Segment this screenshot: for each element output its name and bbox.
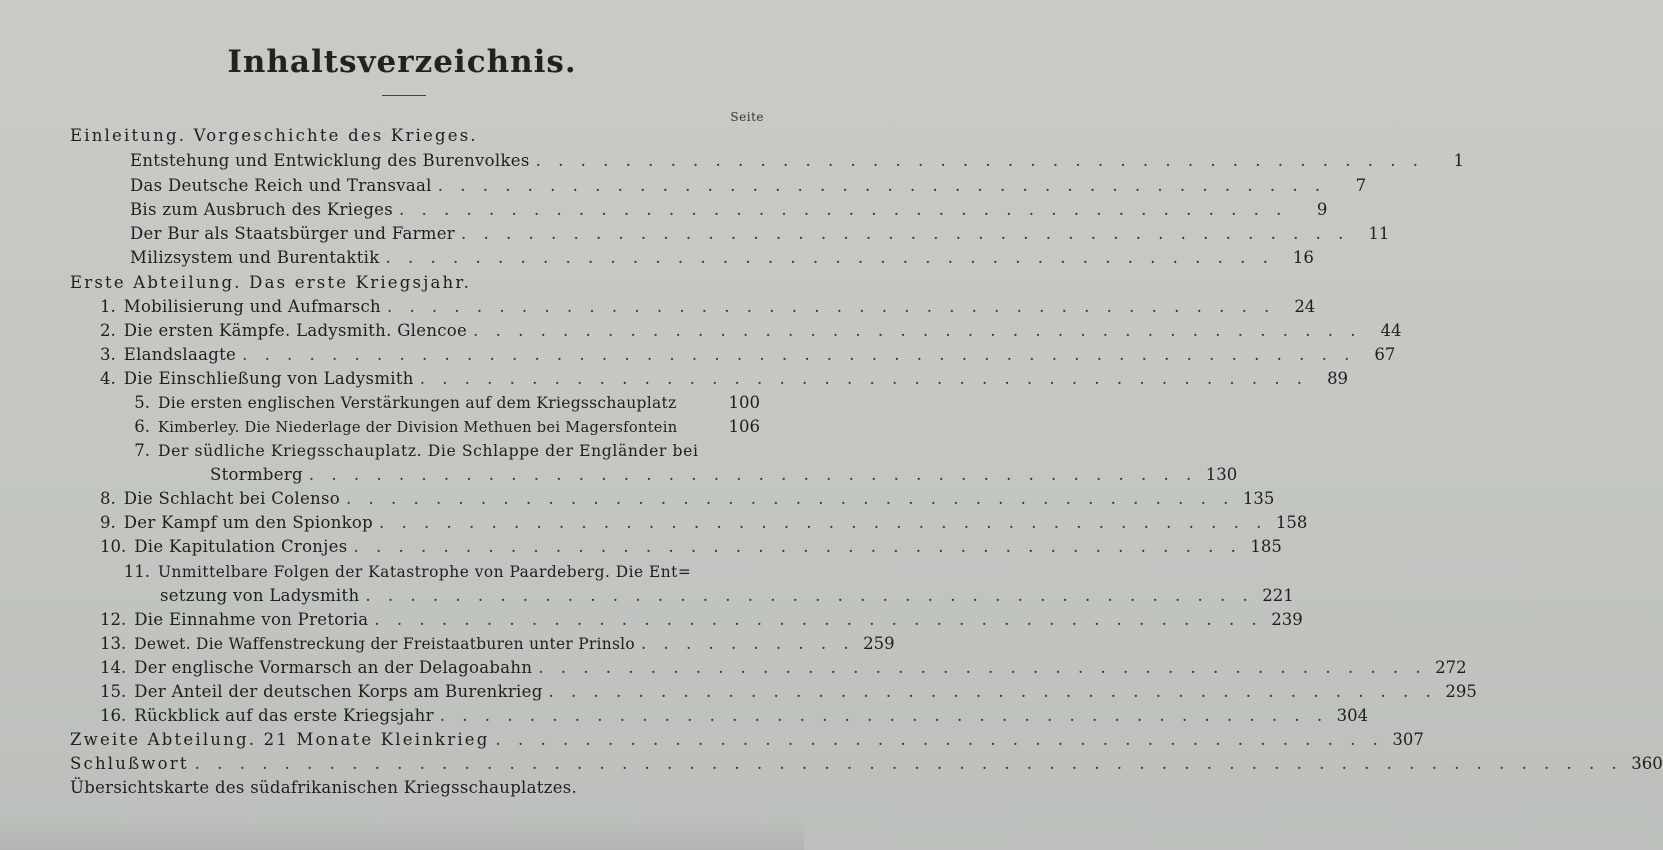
toc-label: Die ersten englischen Verstärkungen auf dem Kriegsschauplatz xyxy=(158,394,677,412)
toc-entry xyxy=(130,247,1314,269)
toc-page-number: 106 xyxy=(728,417,760,436)
toc-number: 6. xyxy=(134,417,150,436)
toc-entry xyxy=(100,440,760,462)
leader-dots: . . . . . . . . . . . . . . . . . . . . . . . . . . . . . . . . . . . . . . . . xyxy=(437,176,1327,195)
toc-entry xyxy=(100,488,1275,510)
leader-dots: . . . . . . . . . . . . . . . . . . . . . . . . . . . . . . . . . . . . . . . . . . . . . . . . . . xyxy=(242,345,1356,364)
toc-number: 3. xyxy=(100,345,116,364)
toc-page-number: 11 xyxy=(1368,224,1390,243)
toc-entry xyxy=(130,150,1464,172)
page-column-header: Seite xyxy=(730,110,764,124)
toc-page-number: 44 xyxy=(1380,321,1402,340)
toc-entry xyxy=(100,320,1402,342)
toc-number: 8. xyxy=(100,489,116,508)
toc-label: Übersichtskarte des südafrikanischen Kriegsschauplatzes. xyxy=(70,778,578,797)
toc-number: 12. xyxy=(100,610,127,629)
toc-entry xyxy=(100,392,760,414)
toc-section-heading xyxy=(70,125,478,147)
toc-label: Rückblick auf das erste Kriegsjahr xyxy=(134,706,434,725)
toc-page-number: 239 xyxy=(1271,610,1303,629)
leader-dots: . . . . . . . . . . . . . . . . . . . . . . . . . . . . . . . . . . . . . . . . xyxy=(374,610,1263,629)
toc-label: Die Kapitulation Cronjes xyxy=(134,537,348,556)
toc-label: Die Einnahme von Pretoria xyxy=(134,610,369,629)
leader-dots: . . . . . . . . . . xyxy=(640,634,855,653)
toc-page-number: 295 xyxy=(1445,682,1477,701)
toc-number: 16. xyxy=(100,706,127,725)
toc-label: Das Deutsche Reich und Transvaal xyxy=(130,176,432,195)
toc-label: Die ersten Kämpfe. Ladysmith. Glencoe xyxy=(123,321,468,340)
toc-page-number: 16 xyxy=(1292,248,1314,267)
toc-label: Bis zum Ausbruch des Krieges xyxy=(130,200,394,219)
toc-page-number: 67 xyxy=(1374,345,1396,364)
leader-dots: . . . . . . . . . . . . . . . . . . . . . . . . . . . . . . . . . . . . . . . . xyxy=(538,658,1427,677)
leader-dots: . . . . . . . . . . . . . . . . . . . . . . . . . . . . . . . . . . . . . . . . xyxy=(495,730,1384,749)
toc-number: 1. xyxy=(100,297,116,316)
toc-page-number: 89 xyxy=(1327,369,1349,388)
toc-label: Stormberg xyxy=(210,465,303,484)
title-divider xyxy=(382,95,426,96)
toc-page-number: 304 xyxy=(1336,706,1369,725)
leader-dots: . . . . . . . . . . . . . . . . . . . . . . . . . . . . . . . . . . . . . . . . xyxy=(548,682,1437,701)
leader-dots: . . . . . . . . . . . . . . . . . . . . . . . . . . . . . . . . . . . . . . . . xyxy=(399,200,1288,219)
leader-dots: . . . . . . . . . . . . . . . . . . . . . . . . . . . . . . . . . . . . . . . . xyxy=(419,369,1309,388)
toc-page-number: 307 xyxy=(1392,730,1424,749)
toc-label: Der Bur als Staatsbürger und Farmer xyxy=(130,224,455,243)
toc-label: Zweite Abteilung. 21 Monate Kleinkrieg xyxy=(70,730,490,749)
leader-dots: . . . . . . . . . . . . . . . . . . . . . . . . . . . . . . . . . . . . . . . . xyxy=(379,513,1268,532)
toc-section-entry xyxy=(70,777,760,799)
toc-label: Der Kampf um den Spionkop xyxy=(123,513,374,532)
leader-dots: . . . . . . . . . . . . . . . . . . . . . . . . . . . . . . . . . . . . . . . . xyxy=(386,297,1276,316)
toc-number: 13. xyxy=(100,634,127,653)
toc-entry xyxy=(100,561,760,583)
toc-entry xyxy=(130,199,1328,221)
leader-dots: . . . . . . . . . . . . . . . . . . . . . . . . . . . . . . . . . . . . . . . . xyxy=(308,465,1198,484)
leader-dots: . . . . . . . . . . . . . . . . . . . . . . . . . . . . . . . . . . . . . . . . . . . . . . . . . . . . . . . . . . . . . . . . xyxy=(194,754,1623,773)
leader-dots: . . . . . . . . . . . . . . . . . . . . . . . . . . . . . . . . . . . . . . . . xyxy=(345,489,1235,508)
leader-dots: . . . . . . . . . . . . . . . . . . . . . . . . . . . . . . . . . . . . . . . . xyxy=(365,586,1254,605)
toc-label: Erste Abteilung. Das erste Kriegsjahr. xyxy=(70,273,472,292)
toc-number: 11. xyxy=(123,562,150,581)
toc-label: Elandslaagte xyxy=(123,345,237,364)
toc-page-number: 130 xyxy=(1205,465,1238,484)
toc-label: setzung von Ladysmith xyxy=(160,586,360,605)
toc-page-number: 24 xyxy=(1294,297,1316,316)
toc-entry xyxy=(100,368,1349,390)
toc-section-entry xyxy=(70,729,1424,751)
leader-dots: . . . . . . . . . . . . . . . . . . . . . . . . . . . . . . . . . . . . . . . . xyxy=(473,321,1362,340)
toc-page-number: 259 xyxy=(863,634,895,653)
toc-page-number: 158 xyxy=(1275,513,1308,532)
toc-section-entry xyxy=(70,753,1663,775)
leader-dots: . . . . . . . . . . . . . . . . . . . . . . . . . . . . . . . . . . . . . . . . xyxy=(535,151,1424,170)
toc-number: 9. xyxy=(100,513,116,532)
toc-entry-continuation xyxy=(160,585,1294,607)
leader-dots: . . . . . . . . . . . . . . . . . . . . . . . . . . . . . . . . . . . . . . . . xyxy=(461,224,1350,243)
toc-entry xyxy=(100,512,1308,534)
toc-page-number: 221 xyxy=(1262,586,1294,605)
toc-page-number: 135 xyxy=(1242,489,1275,508)
toc-number: 10. xyxy=(100,537,127,556)
toc-number: 7. xyxy=(134,441,150,460)
toc-page-number: 185 xyxy=(1250,537,1282,556)
toc-page-number: 272 xyxy=(1435,658,1467,677)
toc-entry xyxy=(100,609,1303,631)
toc-entry xyxy=(100,657,1467,679)
toc-label: Kimberley. Die Niederlage der Division Methuen bei Magersfontein xyxy=(158,419,678,436)
toc-number: 2. xyxy=(100,321,116,340)
page-title: Inhaltsverzeichnis. xyxy=(227,44,577,80)
toc-entry xyxy=(100,536,1282,558)
toc-entry xyxy=(130,223,1390,245)
toc-section-heading xyxy=(70,272,490,294)
toc-label: Der südliche Kriegsschauplatz. Die Schlappe der Engländer bei xyxy=(158,442,699,460)
toc-label: Einleitung. Vorgeschichte des Krieges. xyxy=(70,126,478,145)
page-edge-shadow xyxy=(0,820,804,850)
leader-dots: . . . . . . . . . . . . . . . . . . . . . . . . . . . . . . . . . . . . . . . . xyxy=(439,706,1329,725)
toc-label: Die Einschließung von Ladysmith xyxy=(123,369,414,388)
toc-entry xyxy=(100,344,1396,366)
toc-entry xyxy=(100,681,1477,703)
toc-label: Mobilisierung und Aufmarsch xyxy=(123,297,381,316)
toc-label: Die Schlacht bei Colenso xyxy=(123,489,340,508)
toc-label: Entstehung und Entwicklung des Burenvolkes xyxy=(130,151,530,170)
toc-entry-continuation xyxy=(210,464,1238,486)
toc-number: 4. xyxy=(100,369,116,388)
toc-label: Milizsystem und Burentaktik xyxy=(130,248,380,267)
toc-page-number: 100 xyxy=(728,393,760,412)
leader-dots: . . . . . . . . . . . . . . . . . . . . . . . . . . . . . . . . . . . . . . . . xyxy=(385,248,1274,267)
toc-page-number: 7 xyxy=(1355,176,1367,195)
toc-entry xyxy=(130,175,1367,197)
toc-entry xyxy=(100,633,895,655)
toc-label: Unmittelbare Folgen der Katastrophe von Paardeberg. Die Ent= xyxy=(158,563,692,581)
toc-label: Der englische Vormarsch an der Delagoabahn xyxy=(134,658,533,677)
toc-number: 15. xyxy=(100,682,127,701)
leader-dots: . . . . . . . . . . . . . . . . . . . . . . . . . . . . . . . . . . . . . . . . xyxy=(353,537,1242,556)
toc-page-number: 1 xyxy=(1453,151,1464,170)
toc-label: Dewet. Die Waffenstreckung der Freistaatburen unter Prinslo xyxy=(134,635,635,653)
toc-page-number: 9 xyxy=(1316,200,1328,219)
toc-label: Schlußwort xyxy=(70,754,189,773)
toc-number: 14. xyxy=(100,658,127,677)
toc-label: Der Anteil der deutschen Korps am Burenkrieg xyxy=(134,682,543,701)
toc-number: 5. xyxy=(134,393,150,412)
toc-entry xyxy=(100,296,1316,318)
toc-entry xyxy=(100,416,760,439)
toc-entry xyxy=(100,705,1369,727)
toc-page-number: 360 xyxy=(1631,754,1663,773)
